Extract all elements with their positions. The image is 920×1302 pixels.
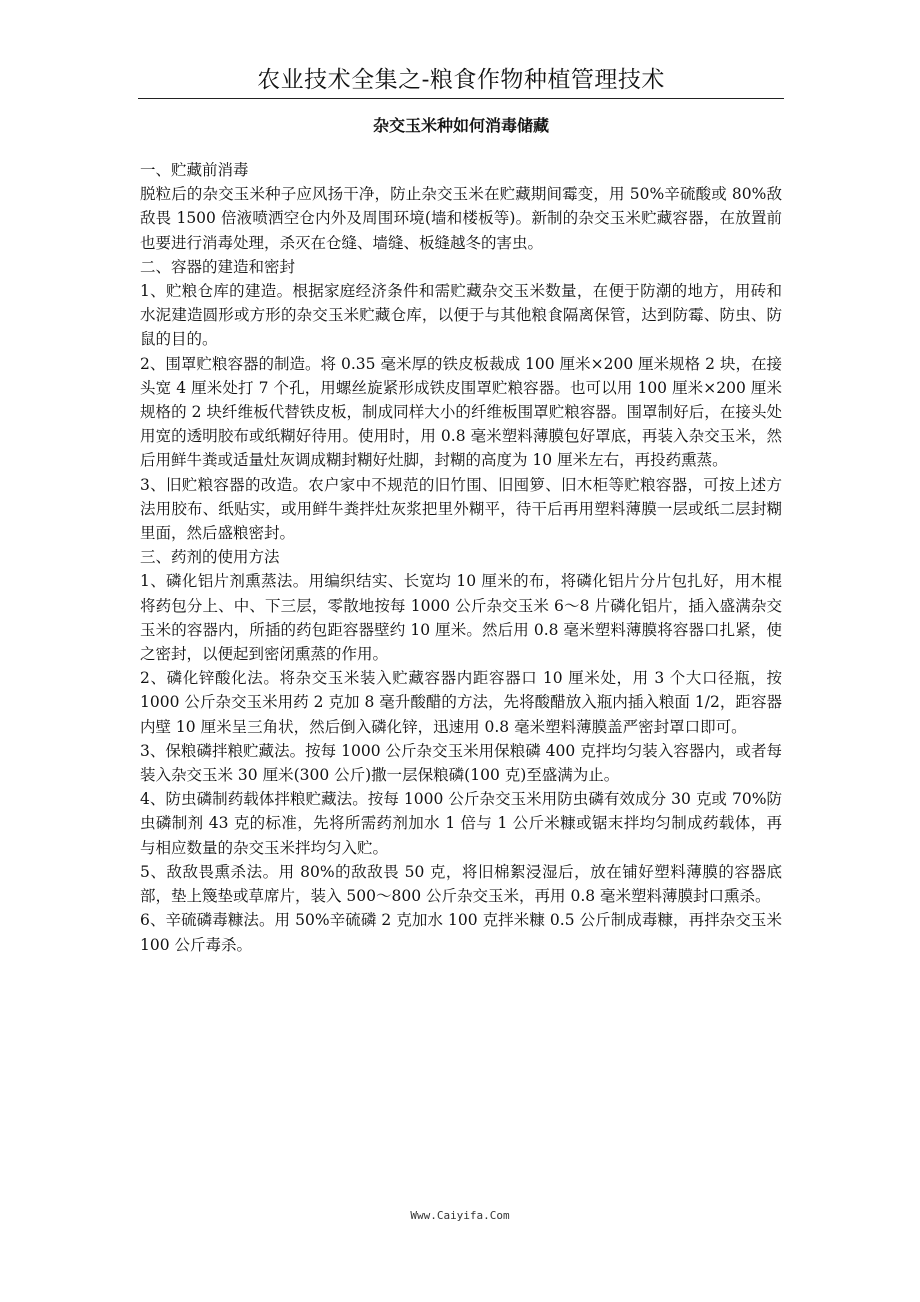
paragraph: 4、防虫磷制药载体拌粮贮藏法。按每 1000 公斤杂交玉米用防虫磷有效成分 30 克或 70%防虫磷制剂 43 克的标准，先将所需药剂加水 1 倍与 1 公斤米糠或锯末拌均匀制成药载体，再与相应数量的杂交玉米拌均匀入贮。 xyxy=(140,790,782,857)
article-title: 杂交玉米种如何消毒储藏 xyxy=(372,116,549,135)
paragraph: 1、磷化铝片剂熏蒸法。用编织结实、长宽均 10 厘米的布，将磷化铝片分片包扎好，用木棍将药包分上、中、下三层，零散地按每 1000 公斤杂交玉米 6～8 片磷化铝片，插入盛满杂交玉米的容器内，所插的药包距容器壁约 10 厘米。然后用 0.8 毫米塑料薄膜将容器口扎紧，使之密封，以便起到密闭熏蒸的作用。 xyxy=(140,572,782,664)
header-divider xyxy=(138,98,784,99)
section-heading: 二、容器的建造和密封 xyxy=(140,257,296,276)
paragraph: 6、辛硫磷毒糠法。用 50%辛硫磷 2 克加水 100 克拌米糠 0.5 公斤制成毒糠，再拌杂交玉米 100 公斤毒杀。 xyxy=(140,911,782,954)
paragraph: 3、保粮磷拌粮贮藏法。按每 1000 公斤杂交玉米用保粮磷 400 克拌均匀装入容器内，或者每装入杂交玉米 30 厘米(300 公斤)撒一层保粮磷(100 克)至盛满为止。 xyxy=(140,741,782,785)
paragraph: 2、磷化锌酸化法。将杂交玉米装入贮藏容器内距容器口 10 厘米处，用 3 个大口径瓶，按 1000 公斤杂交玉米用药 2 克加 8 毫升酸醋的方法，先将酸醋放入瓶内插入粮面 1/2，距容器内壁 10 厘米呈三角状，然后倒入磷化锌，迅速用 0.8 毫米塑料薄膜盖严密封罩口即可。 xyxy=(140,669,782,736)
section-heading: 一、贮藏前消毒 xyxy=(140,161,249,179)
paragraph: 2、围罩贮粮容器的制造。将 0.35 毫米厚的铁皮板裁成 100 厘米×200 厘米规格 2 块，在接头宽 4 厘米处打 7 个孔，用螺丝旋紧形成铁皮围罩贮粮容器。也可以用 100 厘米×200 厘米规格的 2 块纤维板代替铁皮板，制成同样大小的纤维板围罩贮粮容器。围罩制好后，在接头处用宽的透明胶布或纸糊好待用。使用时，用 0.8 毫米塑料薄膜包好罩底，再装入杂交玉米，然后用鲜牛粪或适量灶灰调成糊封糊好灶脚，封糊的高度为 10 厘米左右，再投药熏蒸。 xyxy=(140,354,782,470)
article-body xyxy=(140,158,782,957)
paragraph: 脱粒后的杂交玉米种子应风扬干净，防止杂交玉米在贮藏期间霉变，用 50%辛硫酸或 80%敌敌畏 1500 倍液喷洒空仓内外及周围环境(墙和楼板等)。新制的杂交玉米贮藏容器，在放置前也要进行消毒处理，杀灭在仓缝、墙缝、板缝越冬的害虫。 xyxy=(140,185,782,252)
running-header: 农业技术全集之-粮食作物种植管理技术 xyxy=(257,67,665,93)
paragraph: 3、旧贮粮容器的改造。农户家中不规范的旧竹围、旧囤箩、旧木柜等贮粮容器，可按上述方法用胶布、纸贴实，或用鲜牛粪拌灶灰浆把里外糊平，待干后再用塑料薄膜一层或纸二层封糊里面，然后盛粮密封。 xyxy=(140,475,782,543)
paragraph: 1、贮粮仓库的建造。根据家庭经济条件和需贮藏杂交玉米数量，在便于防潮的地方，用砖和水泥建造圆形或方形的杂交玉米贮藏仓库，以便于与其他粮食隔离保管，达到防霉、防虫、防鼠的目的。 xyxy=(140,282,782,349)
footer-site-link[interactable]: Www.Caiyifa.Com xyxy=(410,1209,510,1222)
paragraph: 5、敌敌畏熏杀法。用 80%的敌敌畏 50 克，将旧棉絮浸湿后，放在铺好塑料薄膜的容器底部，垫上篾垫或草席片，装入 500～800 公斤杂交玉米，再用 0.8 毫米塑料薄膜封口熏杀。 xyxy=(140,862,782,906)
section-heading: 三、药剂的使用方法 xyxy=(140,548,280,567)
